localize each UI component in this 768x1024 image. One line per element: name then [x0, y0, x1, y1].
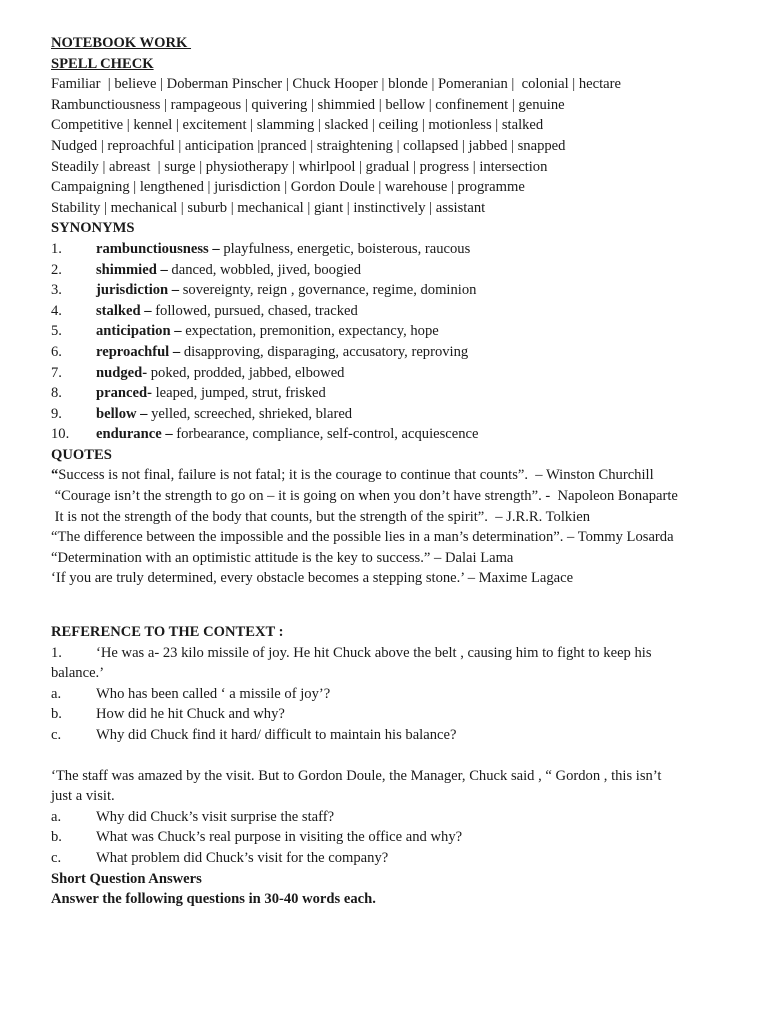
question-label: b. [51, 706, 62, 723]
synonym-meaning: yelled, screeched, shrieked, blared [147, 405, 353, 422]
synonym-meaning: playfulness, energetic, boisterous, raucous [219, 240, 471, 257]
synonym-item [51, 424, 711, 445]
spell-check-line: Competitive | kennel | excitement | slamming | slacked | ceiling | motionless | stalked [51, 117, 544, 134]
question-label: c. [51, 727, 62, 743]
question-text: What problem did Chuck’s visit for the company? [96, 849, 389, 866]
spacer [51, 589, 711, 622]
question-item [51, 684, 711, 705]
question-label: a. [51, 808, 62, 825]
synonym-number: 7. [51, 364, 62, 381]
quote-line [51, 465, 711, 486]
synonym-meaning: poked, prodded, jabbed, elbowed [147, 364, 345, 381]
spell-check-line: Familiar | believe | Doberman Pinscher | Chuck Hooper | blonde | Pomeranian | colonial | hectare [51, 76, 621, 93]
question-text: What was Chuck’s real purpose in visiting the office and why? [96, 829, 463, 846]
passage-text: ‘He was a- 23 kilo missile of joy. He hit Chuck above the belt , causing him to fight to keep his [96, 644, 652, 661]
synonym-meaning: sovereignty, reign , governance, regime, dominion [179, 282, 477, 299]
synonym-word: anticipation – [96, 323, 182, 340]
question-text: Who has been called ‘ a missile of joy’? [96, 685, 331, 702]
synonym-number: 1. [51, 240, 62, 257]
spell-check-line: Nudged | reproachful | anticipation |pranced | straightening | collapsed | jabbed | snapped [51, 137, 566, 154]
spell-check-line: Steadily | abreast | surge | physiotherapy | whirlpool | gradual | progress | intersection [51, 158, 548, 175]
synonym-item [51, 383, 711, 404]
quote-open-mark: “ [51, 467, 59, 484]
synonym-word: bellow – [96, 405, 148, 422]
synonym-item [51, 301, 711, 322]
passage-text: ‘The staff was amazed by the visit. But to Gordon Doule, the Manager, Chuck said , “ Gordon , this isn’t [51, 767, 662, 784]
synonym-number: 6. [51, 343, 62, 360]
notebook-work-heading: NOTEBOOK WORK [51, 35, 192, 51]
quote-line: ‘If you are truly determined, every obstacle becomes a stepping stone.’ – Maxime Lagace [51, 570, 574, 587]
question-item [51, 827, 711, 848]
synonym-item [51, 363, 711, 384]
synonym-number: 5. [51, 323, 62, 340]
synonyms-list [51, 239, 711, 445]
quote-line: “Determination with an optimistic attitude is the key to success.” – Dalai Lama [51, 549, 514, 566]
quote-line: “The difference between the impossible and the possible lies in a man’s determination”. – Tommy Losarda [51, 529, 674, 546]
synonym-word: stalked – [96, 302, 152, 319]
passage-text-continued: just a visit. [51, 788, 115, 805]
synonym-number: 3. [51, 282, 62, 299]
synonym-item [51, 404, 711, 425]
synonym-meaning: danced, wobbled, jived, boogied [167, 261, 362, 278]
question-label: a. [51, 685, 62, 702]
question-text: Why did Chuck find it hard/ difficult to maintain his balance? [96, 727, 457, 743]
spacer [51, 746, 711, 766]
spell-check-line: Rambunctiousness | rampageous | quivering | shimmied | bellow | confinement | genuine [51, 96, 565, 113]
quote-text: Success is not final, failure is not fatal; it is the courage to continue that counts”. – Winston Churchill [58, 467, 654, 484]
synonym-number: 9. [51, 405, 62, 422]
synonym-word: nudged- [96, 364, 148, 381]
synonym-item [51, 342, 711, 363]
short-questions-heading: Short Question Answers [51, 870, 202, 887]
passage-text-continued: balance.’ [51, 665, 105, 682]
question-item [51, 807, 711, 828]
synonym-number: 2. [51, 261, 62, 278]
synonym-meaning: leaped, jumped, strut, frisked [151, 385, 326, 402]
question-item [51, 704, 711, 725]
synonym-number: 4. [51, 302, 62, 319]
synonym-meaning: expectation, premonition, expectancy, hope [181, 323, 439, 340]
spell-check-line: Campaigning | lengthened | jurisdiction | Gordon Doule | warehouse | programme [51, 179, 525, 196]
synonym-number: 10. [51, 426, 70, 443]
question-item [51, 848, 711, 869]
synonym-item [51, 280, 711, 301]
synonym-meaning: followed, pursued, chased, tracked [151, 302, 358, 319]
synonym-word: endurance – [96, 426, 173, 443]
reference-passage-1 [51, 643, 711, 746]
quote-line: It is not the strength of the body that counts, but the strength of the spirit”. – J.R.R. Tolkien [51, 508, 591, 525]
synonym-item [51, 260, 711, 281]
synonym-word: reproachful – [96, 343, 181, 360]
synonym-meaning: disapproving, disparaging, accusatory, reproving [180, 343, 469, 360]
passage-number: 1. [51, 644, 62, 661]
passage-line [51, 643, 711, 664]
quotes-list [51, 465, 711, 589]
synonym-number: 8. [51, 385, 62, 402]
synonym-meaning: forbearance, compliance, self-control, acquiescence [172, 426, 479, 443]
spell-check-list [51, 74, 711, 218]
synonym-word: pranced- [96, 385, 152, 402]
synonym-word: rambunctiousness – [96, 240, 220, 257]
short-questions-instruction: Answer the following questions in 30-40 words each. [51, 891, 376, 908]
document-page [51, 33, 711, 910]
synonym-item [51, 239, 711, 260]
reference-passage-2 [51, 766, 711, 869]
synonym-item [51, 321, 711, 342]
quotes-heading: QUOTES [51, 446, 112, 463]
synonym-word: shimmied – [96, 261, 168, 278]
question-item [51, 725, 711, 746]
question-text: How did he hit Chuck and why? [96, 706, 285, 723]
reference-context-heading: REFERENCE TO THE CONTEXT : [51, 624, 284, 641]
quote-line: “Courage isn’t the strength to go on – it is going on when you don’t have strength”. - Napoleon Bonaparte [51, 488, 678, 505]
question-label: b. [51, 829, 62, 846]
spell-check-line: Stability | mechanical | suburb | mechanical | giant | instinctively | assistant [51, 199, 486, 216]
synonym-word: jurisdiction – [96, 282, 180, 299]
question-label: c. [51, 849, 62, 866]
question-text: Why did Chuck’s visit surprise the staff? [96, 808, 335, 825]
synonyms-heading: SYNONYMS [51, 220, 135, 237]
spell-check-heading: SPELL CHECK [51, 55, 154, 72]
